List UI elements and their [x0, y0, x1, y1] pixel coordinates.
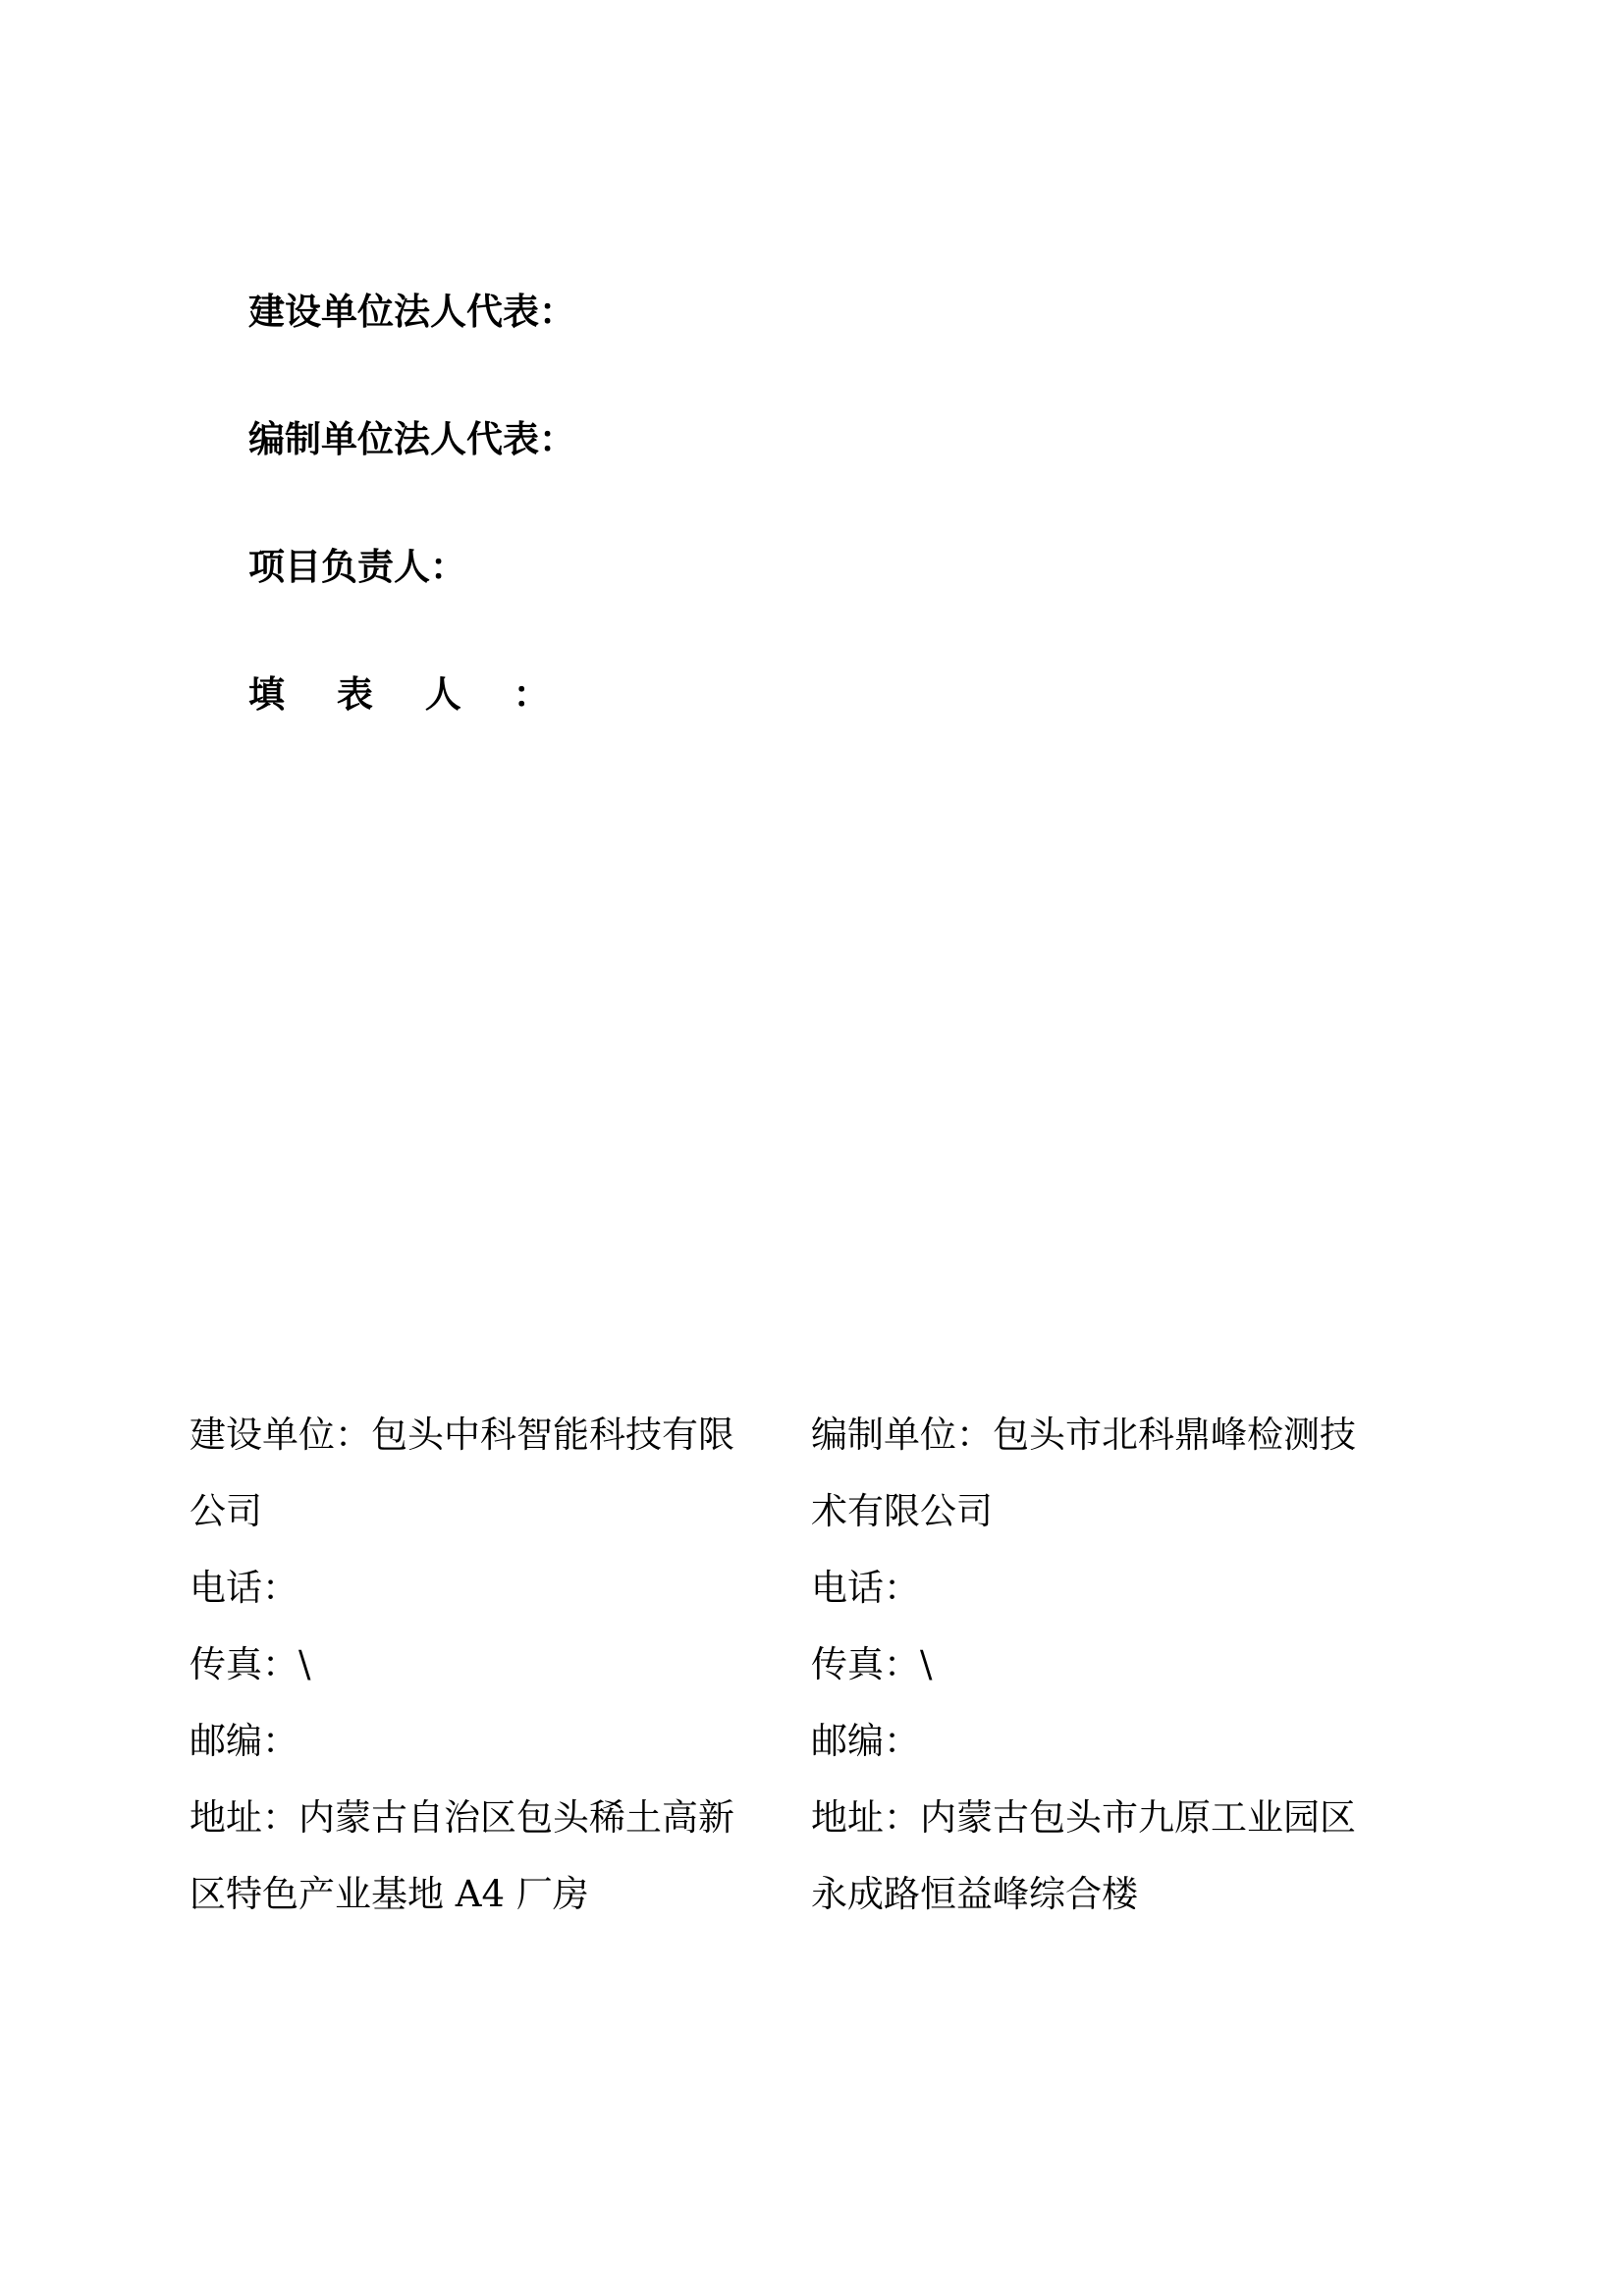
construction-unit-fax: 传真：\: [189, 1643, 311, 1685]
compiling-legal-rep-label: 编制单位法人代表：: [248, 418, 575, 460]
construction-unit-phone: 电话：: [189, 1567, 298, 1609]
signature-block: [248, 291, 1132, 801]
compiling-unit-name: 编制单位：包头市北科鼎峰检测技术有限公司: [811, 1414, 1356, 1532]
construction-unit-name: 建设单位：包头中科智能科技有限公司: [189, 1414, 734, 1532]
compiling-unit-info: [811, 1397, 1390, 1933]
compiling-unit-fax: 传真：\: [811, 1643, 933, 1685]
construction-unit-postcode: 邮编：: [189, 1720, 298, 1762]
construction-unit-info: [189, 1397, 769, 1933]
compiling-unit-phone: 电话：: [811, 1567, 920, 1609]
project-lead-label: 项目负责人：: [248, 546, 466, 588]
compiling-unit-address: 地址：内蒙古包头市九原工业园区永成路恒益峰综合楼: [811, 1796, 1356, 1915]
construction-unit-address: 地址：内蒙古自治区包头稀土高新区特色产业基地 A4 厂房: [189, 1796, 734, 1915]
construction-legal-rep-label: 建设单位法人代表：: [248, 291, 575, 333]
form-filler-label: 填 表 人 ：: [248, 673, 569, 716]
compiling-unit-postcode: 邮编：: [811, 1720, 920, 1762]
